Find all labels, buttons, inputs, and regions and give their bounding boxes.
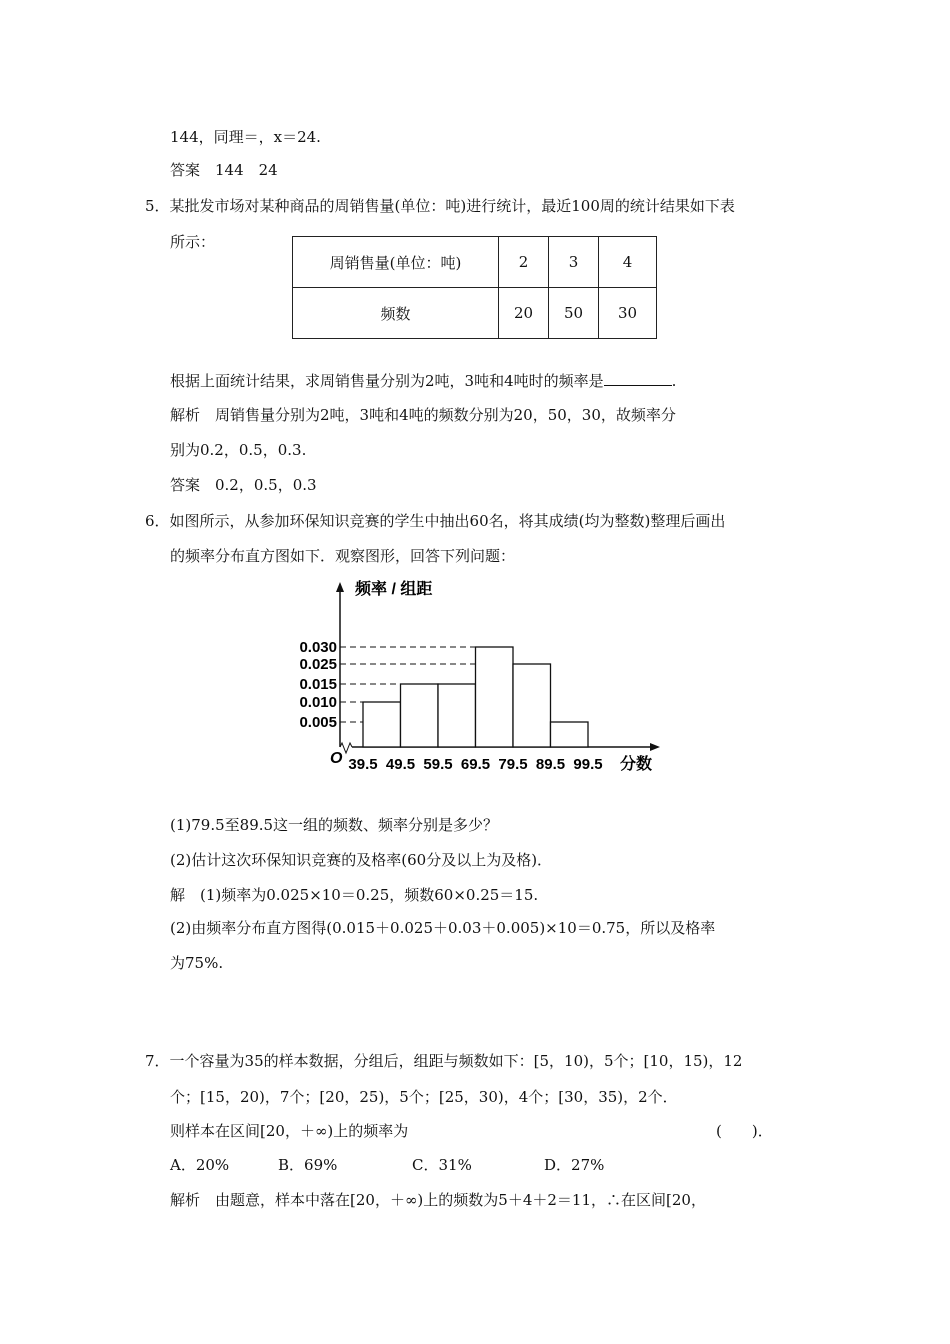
table-cell: 50	[549, 288, 599, 339]
x-tick-labels	[348, 756, 602, 773]
histogram-bar	[513, 664, 551, 747]
q7-stem-line1	[145, 1051, 742, 1071]
q5-question-text: 根据上面统计结果，求周销售量分别为2吨，3吨和4吨时的频率是	[170, 372, 604, 390]
q6-stem-text: 如图所示，从参加环保知识竞赛的学生中抽出60名，将其成绩(均为整数)整理后画出	[169, 512, 726, 530]
prev-answer: 答案 144 24	[170, 161, 278, 179]
q6-solution-line3: 为75%.	[170, 954, 224, 972]
histogram-bar	[476, 647, 514, 747]
q6-number: 6．	[145, 512, 170, 530]
q7-stem-text: 一个容量为35的样本数据，分组后，组距与频数如下：[5，10)，5个；[10，15)，12	[169, 1052, 743, 1070]
q5-question	[170, 371, 676, 391]
x-tick-label: 49.5	[385, 756, 416, 773]
q6-stem-line2: 的频率分布直方图如下．观察图形，回答下列问题：	[170, 547, 516, 565]
table-header-cell: 频数	[293, 288, 499, 339]
y-tick-label: 0.010	[299, 694, 337, 711]
q5-analysis-line1: 解析 周销售量分别为2吨，3吨和4吨的频数分别为20，50，30，故频率分	[170, 406, 676, 424]
y-tick-label: 0.015	[299, 676, 337, 693]
q6-sub-question-1: (1)79.5至89.5这一组的频数、频率分别是多少？	[170, 816, 499, 834]
q6-solution-line2: (2)由频率分布直方图得(0.015＋0.025＋0.03＋0.005)×10＝0.75，所以及格率	[170, 919, 716, 937]
histogram-bar	[551, 722, 589, 747]
histogram-bar	[401, 684, 439, 747]
option-a: A．20%	[170, 1156, 230, 1174]
q5-number: 5．	[145, 197, 170, 215]
y-tick-label: 0.005	[299, 714, 337, 731]
option-c: C．31%	[412, 1156, 472, 1174]
x-tick-label: 39.5	[348, 756, 378, 773]
table-row	[293, 288, 657, 339]
q7-stem-line2: 个；[15，20)，7个；[20，25)，5个；[25，30)，4个；[30，35)，2个．	[170, 1088, 678, 1106]
q7-number: 7．	[145, 1052, 170, 1070]
frequency-histogram	[290, 575, 700, 775]
option-d: D．27%	[544, 1156, 605, 1174]
x-tick-label: 69.5	[460, 756, 491, 773]
q5-stem-line2: 所示：	[170, 233, 216, 251]
x-axis-arrow	[650, 743, 660, 751]
q7-stem-line3: 则样本在区间[20，＋∞)上的频率为	[170, 1122, 409, 1140]
table-cell: 30	[599, 288, 657, 339]
x-tick-label: 79.5	[498, 756, 528, 773]
y-axis-arrow	[336, 582, 344, 592]
table-cell: 4	[599, 237, 657, 288]
answer-parentheses: ( )．	[716, 1122, 773, 1140]
y-tick-label: 0.030	[299, 639, 337, 656]
q5-stem-line1	[145, 196, 735, 216]
y-tick-label: 0.025	[299, 656, 337, 673]
x-axis-label: 分数	[620, 756, 653, 773]
x-tick-label: 99.5	[573, 756, 603, 773]
table-row	[293, 237, 657, 288]
q6-solution-line1: 解 (1)频率为0.025×10＝0.25，频数60×0.25＝15.	[170, 886, 539, 904]
q5-stem-text: 某批发市场对某种商品的周销售量(单位：吨)进行统计，最近100周的统计结果如下表	[169, 197, 735, 215]
x-tick-label: 59.5	[423, 756, 453, 773]
answer-blank	[604, 371, 672, 386]
chart-bars	[363, 647, 588, 747]
q5-frequency-table	[292, 236, 657, 339]
table-cell: 3	[549, 237, 599, 288]
table-cell: 20	[499, 288, 549, 339]
q6-sub-question-2: (2)估计这次环保知识竞赛的及格率(60分及以上为及格)．	[170, 851, 553, 869]
option-b: B．69%	[278, 1156, 338, 1174]
origin-label: O	[330, 750, 343, 767]
prev-solution-line: 144，同理＝，x＝24.	[170, 128, 321, 146]
x-tick-label: 89.5	[535, 756, 566, 773]
q7-analysis: 解析 由题意，样本中落在[20，＋∞)上的频数为5＋4＋2＝11，∴在区间[20，	[170, 1191, 706, 1209]
q5-analysis-line2: 别为0.2，0.5，0.3.	[170, 441, 307, 459]
table-header-cell: 周销售量(单位：吨)	[293, 237, 499, 288]
histogram-bar	[363, 702, 401, 747]
y-tick-labels	[299, 639, 337, 731]
q5-answer: 答案 0.2，0.5，0.3	[170, 476, 317, 494]
q5-question-end: .	[671, 372, 677, 390]
table-cell: 2	[499, 237, 549, 288]
q6-stem-line1	[145, 511, 725, 531]
histogram-bar	[438, 684, 476, 747]
y-axis-label: 频率 / 组距	[355, 581, 433, 598]
